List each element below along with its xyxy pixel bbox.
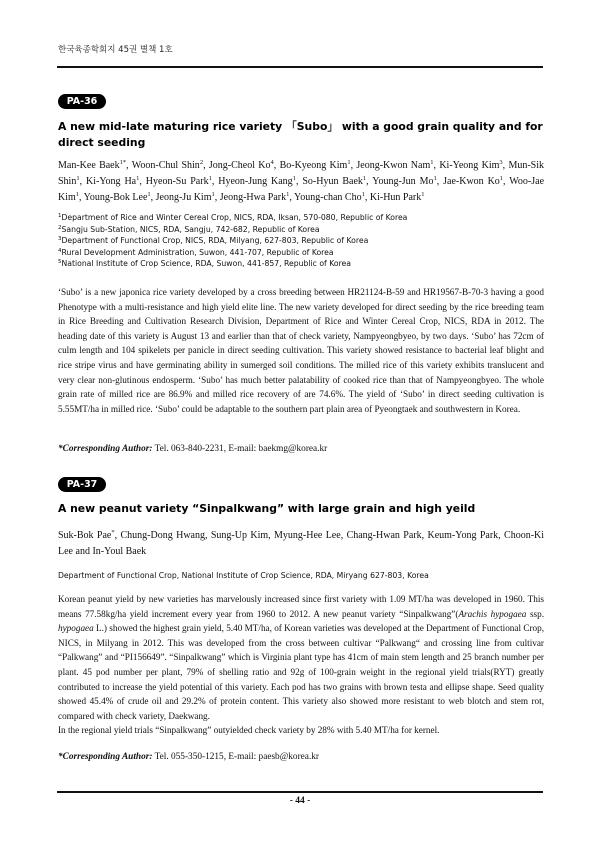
author-name: Ki-Yeong Kim [439, 160, 500, 171]
page-number: - 44 - [289, 796, 311, 806]
author-affiliation-mark: 1* [119, 159, 127, 166]
journal-header: 한국육종학회지 45권 별책 1호 [58, 45, 173, 55]
article-badge-pa37: PA-37 [58, 477, 106, 492]
author-affiliation-mark: 1 [286, 191, 290, 198]
affiliation: $^5$National Institute of Crop Science, RDA, Suwon, 441-857, Republic of Korea [58, 259, 351, 269]
abstract-pa37: Korean peanut yield by new varieties has marvelously increased since first variety with 1.09 MT/ha was developed in 1960. This means 77.58kg/ha yield increment every year from 1960 to 2012. A new peanut variety “Sinpalkwang”(Arachis hypogaea ssp. hypogaea L.) showed the highest grain yield, 5.40 MT/ha, of Korean varieties was developed at the Department of Functional Crop, NICS, in Milyang in 2012. This was developed from the cross between cultivar “Palkwang“ and crossing line from cultivar “Palkwang” and “PI156649”. “Sinpalkwang” which is Virginia plant type has 41cm of main stem length and 25 branch number per plant. 45 pod number per plant, 79% of shelling ratio and 92g of 100-grain weight in the regional yield trials(RYT) greatly contributed to increase the yield potential of this variety. Each pod has two grains with brown testa and ellipse shape. Seed quality showed 45.4% of crude oil and 29.2% of protein content. This variety also showed more resistant to web blotch and stem rot, compared with check variety, Daekwang. In the regional yield trials “Sinpalkwang” outyielded check variety by 28% with 5.40 MT/ha for kernel. [58, 594, 544, 736]
author-list-pa37: Suk-Bok Pae*, Chung-Dong Hwang, Sung-Up Kim, Myung-Hee Lee, Chang-Hwan Park, Keum-Yong Park, Choon-Ki Lee and In-Youl Baek [58, 529, 545, 557]
author-affiliation-mark: 1 [499, 175, 504, 182]
article-title-pa37: A new peanut variety “Sinpalkwang” with large grain and high yeild [58, 502, 476, 515]
abstract-pa36: ‘Subo’ is a new japonica rice variety developed by a cross breeding between HR21124-B-59 and HR19567-B-70-3 having a good Phenotype with a multi-resistance and high yield elite line. The new variety developed for direct seeding by the rice breeding team in Rice Breeding and Cultivation Research Division, Department of Rice and Winter Cereal Crop, NICS, RDA in 2012. The heading date of this variety is August 13 and earlier than that of check variety, Nampyeongbyeo, by two days. ‘Subo’ has 72cm of culm length and 104 spikelets per panicle in direct seeding cultivation. This variety showed resistance to bacterial leaf blight and rice stripe virus and have germinating ability in sumerged soil conditions. The milled rice of this variety exhibits translucent and very clear non-glutinous endosperm. ‘Subo’ has much better palatability of cooked rice than that of Nampyeongbyeo. The whole grain rate of milled rice are 86.9% and milled rice recovery of are 74.6%. The yield of ‘Subo’ in direct seeding cultivation is 5.55MT/ha in milled rice. ‘Subo’ could be adaptable to the southern part plain area of Pyeongtaek and southwestern in Korea. [58, 287, 544, 414]
affiliation-pa37: Department of Functional Crop, National Institute of Crop Science, RDA, Miryang 627-803, Korea [58, 571, 429, 580]
author-name: Bo-Kyeong Kim [279, 160, 348, 171]
author-name: Young-Jun Mo [372, 176, 434, 187]
author-name: Jeong-Kwon Nam [356, 160, 431, 171]
author-affiliation-mark: 1 [208, 175, 212, 182]
author-affiliation-mark: 1 [347, 159, 351, 166]
author-affiliation-mark: 4 [270, 159, 274, 166]
author-list-pa36: Man-Kee Baek$^{1*}$, Woon-Chul Shin$^2$, Jong-Cheol Ko$^4$, Bo-Kyeong Kim$^1$, Jeong-Kwon Nam$^1$, Ki-Yeong Kim$^3$, Mun-Sik Shin$^1$, Ki-Yong Ha$^1$, Hyeon-Su Park$^1$, Hyeon-Jung Kang$^1$, So-Hyun Baek$^1$, Young-Jun Mo$^1$, Jae-Kwon Ko$^1$, Woo-Jae Kim$^1$, Young-Bok Lee$^1$, Jeong-Ju Kim$^1$, Jeong-Hwa Park$^1$, Young-chan Cho$^1$, Ki-Hun Park$^1$ [58, 159, 545, 203]
author-name: Jae-Kwon Ko [443, 176, 500, 187]
author-affiliation-mark: 1 [76, 175, 80, 182]
author-affiliation-mark: 3 [499, 159, 503, 166]
author-name: Young-Bok Lee [83, 192, 148, 203]
author-name: Suk-Bok Pae [58, 530, 112, 541]
author-name: Hyeon-Jung Kang [218, 176, 293, 187]
author-name: Young-chan Cho [294, 192, 362, 203]
author-name: Chang-Hwan Park [346, 530, 422, 541]
author-name: Woo-Jae Kim [58, 176, 545, 203]
author-affiliation-mark: 1 [433, 175, 437, 182]
author-name: Woon-Chul Shin [131, 160, 200, 171]
affiliation-list-pa36 [58, 212, 544, 270]
author-name: Sung-Up Kim [210, 530, 269, 541]
author-affiliation-mark: 1 [362, 175, 367, 182]
author-name: Chung-Dong Hwang [120, 530, 205, 541]
author-name: Jong-Cheol Ko [208, 160, 271, 171]
article-title-pa36: A new mid-late maturing rice variety 「Subo」 with a good grain quality and for direct seeding [58, 120, 543, 149]
author-affiliation-mark: 2 [199, 159, 204, 166]
author-name: Ki-Hun Park [369, 192, 422, 203]
author-name: So-Hyun Baek [302, 176, 363, 187]
header-rule [57, 66, 543, 68]
author-affiliation-mark: 1 [211, 191, 215, 198]
affiliation: $^4$Rural Development Administration, Suwon, 441-707, Republic of Korea [58, 247, 334, 257]
author-name: Hyeon-Su Park [145, 176, 209, 187]
author-affiliation-mark: 1 [147, 191, 151, 198]
footer-rule [57, 791, 543, 793]
article-badge-pa36: PA-36 [58, 94, 106, 109]
author-name: Man-Kee Baek [58, 160, 120, 171]
affiliation: $^3$Department of Functional Crop, NICS, RDA, Milyang, 627-803, Republic of Korea [58, 236, 369, 246]
author-name: Mun-Sik Shin [58, 160, 545, 187]
author-affiliation-mark: 1 [421, 191, 425, 198]
author-name: In-Youl Baek [92, 546, 147, 557]
author-affiliation-mark: 1 [361, 191, 365, 198]
subspecies-name: hypogaea [58, 623, 94, 634]
species-name: Arachis hypogaea [458, 608, 527, 619]
author-name: Choon-Ki Lee [58, 530, 545, 557]
author-affiliation-mark: * [111, 529, 115, 536]
author-name: Jeong-Ju Kim [155, 192, 212, 203]
author-name: Keum-Yong Park [427, 530, 499, 541]
author-affiliation-mark: 1 [430, 159, 434, 166]
author-affiliation-mark: 1 [136, 175, 140, 182]
affiliation: $^1$Department of Rice and Winter Cereal Crop, NICS, RDA, Iksan, 570-080, Republic of Korea [58, 213, 408, 222]
corresponding-author-pa36: *Corresponding Author: Tel. 063-840-2231, E-mail: baekmg@korea.kr [58, 444, 328, 454]
corresponding-author-pa37: *Corresponding Author: Tel. 055-350-1215, E-mail: paesb@korea.kr [58, 752, 319, 762]
author-name: Jeong-Hwa Park [219, 192, 287, 203]
author-affiliation-mark: 1 [292, 175, 296, 182]
affiliation: $^2$Sangju Sub-Station, NICS, RDA, Sangju, 742-682, Republic of Korea [58, 224, 320, 234]
author-name: Ki-Yong Ha [86, 176, 137, 187]
author-affiliation-mark: 1 [75, 191, 80, 198]
author-name: Myung-Hee Lee [274, 530, 341, 541]
